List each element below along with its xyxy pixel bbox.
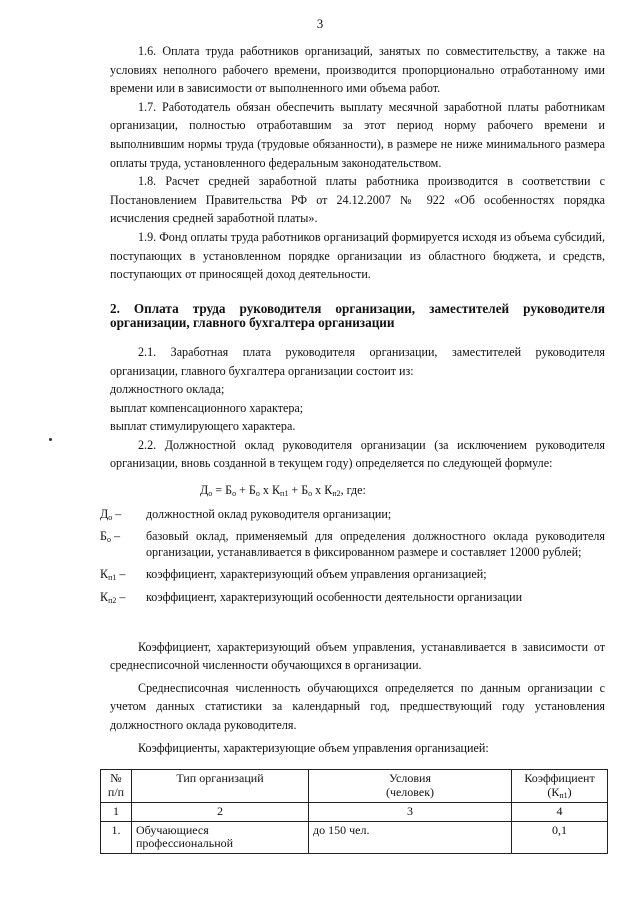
definition-item: До – должностной оклад руководителя организации; — [100, 506, 392, 522]
paragraph-1-6: 1.6. Оплата труда работников организаций, занятых по совместительству, а также на условиях неполного рабочего времени, производится пропорционально отработанному ими времени или в зависимости от выполненного ими объема работ. — [110, 44, 605, 96]
table-intro: Коэффициенты, характеризующие объем управления организацией: — [138, 740, 489, 755]
paragraph-1-9: 1.9. Фонд оплаты труда работников организаций формируется исходя из объема субсидий, поступающих в установленном порядке организации из областного бюджета, и средств, поступающих от приносящей доход деятельности. — [110, 229, 605, 282]
table-cell: 3 — [309, 803, 512, 822]
table-cell: до 150 чел. — [309, 821, 512, 853]
formula-definitions — [100, 506, 605, 608]
paragraph-headcount: Среднесписочная численность обучающихся определяется по данным организации с учетом данных статистики за календарный год, предшествующий году установления должностного оклада руководителя. — [110, 680, 605, 733]
col-header-conditions: Условия (человек) — [309, 770, 512, 803]
definition-item: Бо – базовый оклад, применяемый для определения должностного оклада руководителя организации, устанавливается в фиксированном размере и составляет 12000 рублей; — [100, 529, 605, 560]
margin-mark — [49, 438, 52, 441]
paragraph-coefficient: Коэффициент, характеризующий объем управления, устанавливается в зависимости от среднесписочной численности обучающихся в организации. — [110, 639, 605, 673]
table-cell: 1. — [101, 821, 132, 853]
salary-formula: До = Бо + Бо х Кп1 + Бо х Кп2, где: — [200, 483, 366, 499]
paragraph-1-7: 1.7. Работодатель обязан обеспечить выплату месячной заработной платы работникам организации, полностью отработавшим за этот период норму рабочего времени и выполнившим нормы труда (трудовые обязанности), в размере не ниже минимального размера оплаты труда, установленного федеральным законодательством. — [110, 99, 605, 170]
table-cell: Обучающиеся профессиональной — [132, 821, 309, 853]
table-header-row — [101, 770, 608, 803]
table-cell: 4 — [512, 803, 608, 822]
table-numbering-row — [101, 803, 608, 822]
table-cell: 0,1 — [512, 821, 608, 853]
paragraph-1-8: 1.8. Расчет средней заработной платы работника производится в соответствии с Постановлением Правительства РФ от 24.12.2007 № 922 «Об особенностях порядка исчисления средней заработной платы». — [110, 174, 605, 226]
component-item: должностного оклада; — [110, 382, 225, 397]
table-cell: 1 — [101, 803, 132, 822]
component-item: выплат стимулирующего характера. — [110, 419, 296, 434]
definition-item: Кп2 – коэффициент, характеризующий особенности деятельности организации — [100, 590, 523, 606]
document-body — [100, 42, 605, 854]
table-row — [101, 821, 608, 853]
table-cell: 2 — [132, 803, 309, 822]
paragraph-2-2: 2.2. Должностной оклад руководителя организации (за исключением руководителя организации, вновь созданной в текущем году) определяется по следующей формуле: — [110, 437, 605, 471]
page-number: 3 — [316, 16, 324, 31]
component-item: выплат компенсационного характера; — [110, 400, 304, 415]
col-header-coefficient: Коэффициент (Кп1) — [512, 770, 608, 803]
section-heading: 2. Оплата труда руководителя организации, заместителей руководителя организации, главного бухгалтера организации — [110, 300, 605, 331]
coefficient-table — [100, 769, 608, 854]
paragraph-2-1: 2.1. Заработная плата руководителя организации, заместителей руководителя организации, главного бухгалтера организации состоит из: — [110, 344, 605, 378]
col-header-number: № п/п — [101, 770, 132, 803]
col-header-type: Тип организаций — [132, 770, 309, 803]
definition-item: Кп1 – коэффициент, характеризующий объем управления организацией; — [100, 566, 487, 582]
